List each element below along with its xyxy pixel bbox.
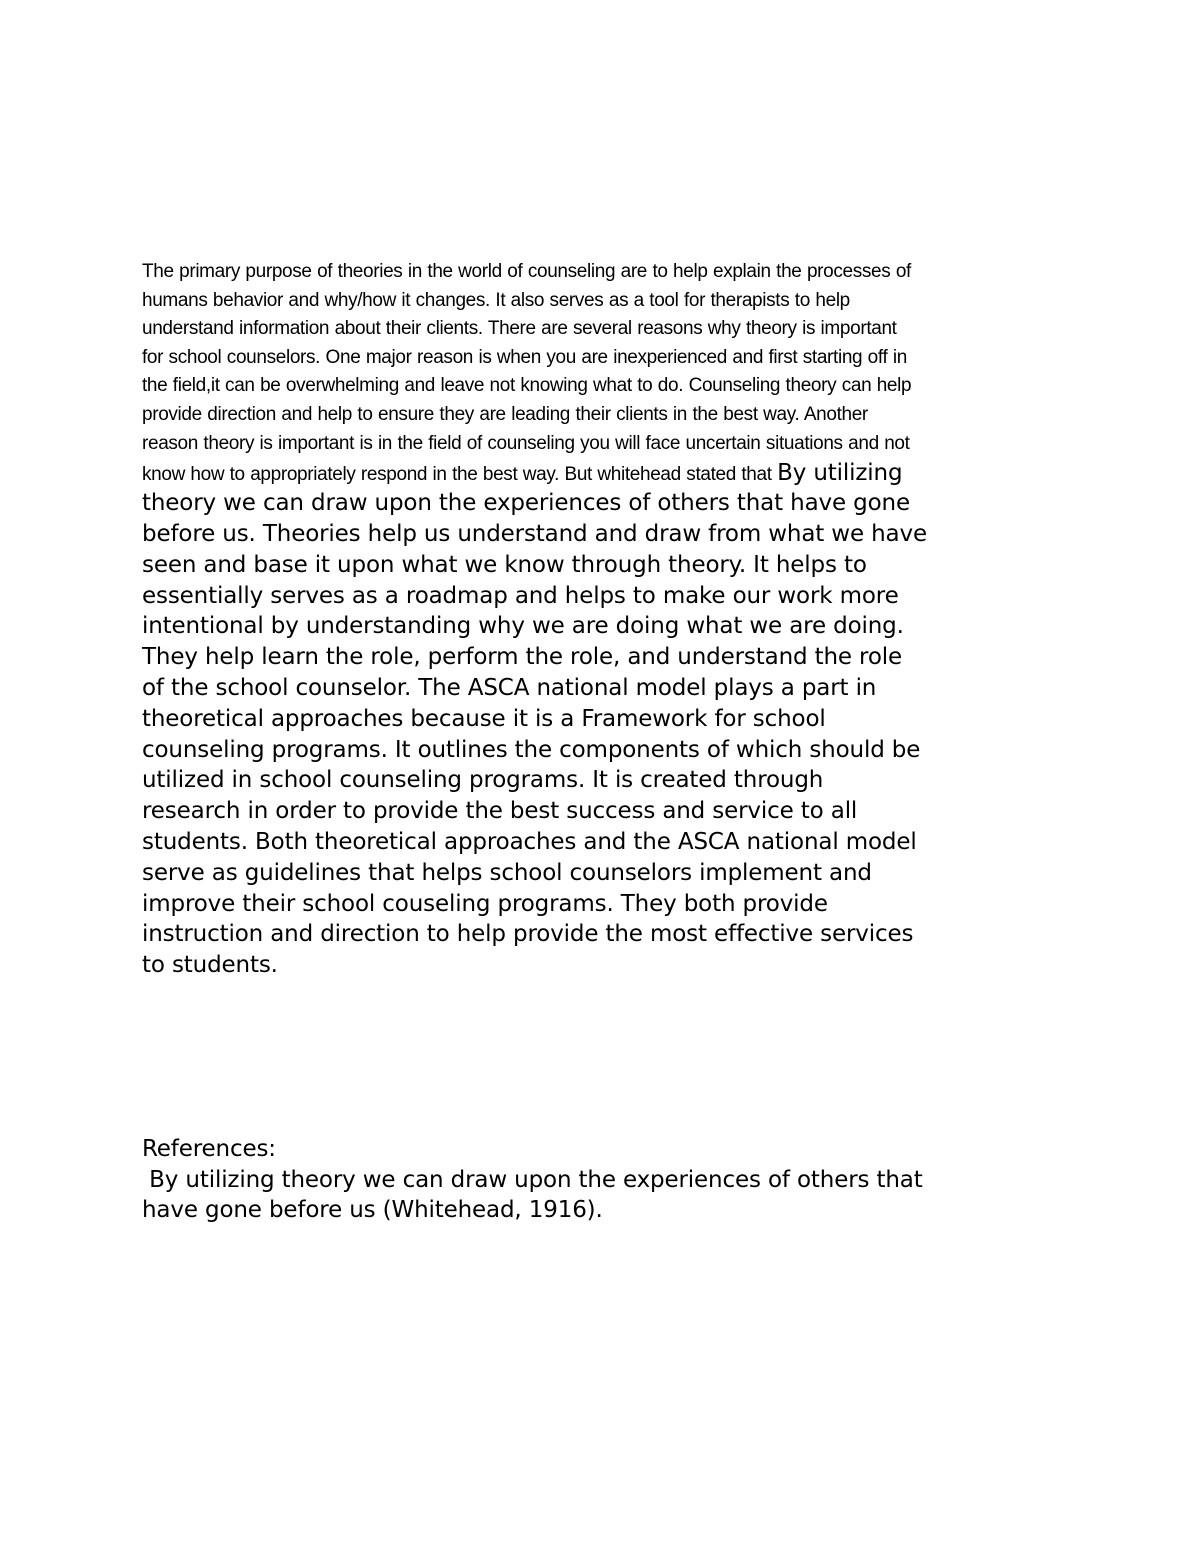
paragraph-line: instruction and direction to help provide the most effective services bbox=[142, 921, 914, 948]
paragraph-line: seen and base it upon what we know through theory. It helps to bbox=[142, 551, 867, 578]
paragraph-mixed-line bbox=[142, 458, 1062, 488]
reference-line: By utilizing theory we can draw upon the experiences of others that bbox=[142, 1166, 923, 1193]
paragraph-line: research in order to provide the best success and service to all bbox=[142, 798, 858, 825]
paragraph-line: intentional by understanding why we are doing what we are doing. bbox=[142, 613, 904, 640]
paragraph-line: improve their school couseling programs. They both provide bbox=[142, 890, 828, 917]
paragraph-line: provide direction and help to ensure they are leading their clients in the best way. Another bbox=[142, 403, 868, 425]
paragraph-line: for school counselors. One major reason is when you are inexperienced and first starting off in bbox=[142, 346, 907, 368]
reference-line: have gone before us (Whitehead, 1916). bbox=[142, 1197, 603, 1223]
paragraph-line: utilized in school counseling programs. It is created through bbox=[142, 767, 824, 794]
paragraph-line: the field,it can be overwhelming and leave not knowing what to do. Counseling theory can help bbox=[142, 375, 912, 397]
paragraph-line: of the school counselor. The ASCA national model plays a part in bbox=[142, 674, 877, 701]
paragraph-line: reason theory is important is in the field of counseling you will face uncertain situations and not bbox=[142, 432, 910, 454]
paragraph-line: humans behavior and why/how it changes. It also serves as a tool for therapists to help bbox=[142, 289, 850, 311]
paragraph-line-small-run: know how to appropriately respond in the best way. But whitehead stated that bbox=[142, 464, 778, 486]
paragraph-line: essentially serves as a roadmap and helps to make our work more bbox=[142, 582, 899, 609]
references-section bbox=[142, 1134, 1062, 1226]
paragraph-line-large-run: By utilizing bbox=[777, 460, 903, 487]
paragraph-line: before us. Theories help us understand and draw from what we have bbox=[142, 520, 927, 547]
paragraph-line: The primary purpose of theories in the world of counseling are to help explain the processes of bbox=[142, 261, 911, 282]
paragraph-line: serve as guidelines that helps school counselors implement and bbox=[142, 859, 872, 886]
paragraph-line: students. Both theoretical approaches and the ASCA national model bbox=[142, 828, 917, 855]
paragraph-line: counseling programs. It outlines the components of which should be bbox=[142, 736, 921, 763]
paragraph-line: They help learn the role, perform the role, and understand the role bbox=[142, 644, 903, 671]
essay-paragraph bbox=[142, 258, 1062, 981]
paragraph-line: understand information about their clients. There are several reasons why theory is important bbox=[142, 318, 897, 340]
references-heading: References: bbox=[142, 1136, 276, 1162]
paragraph-line: theory we can draw upon the experiences of others that have gone bbox=[142, 490, 910, 517]
paragraph-line: theoretical approaches because it is a Framework for school bbox=[142, 705, 826, 732]
paragraph-line: to students. bbox=[142, 952, 278, 979]
